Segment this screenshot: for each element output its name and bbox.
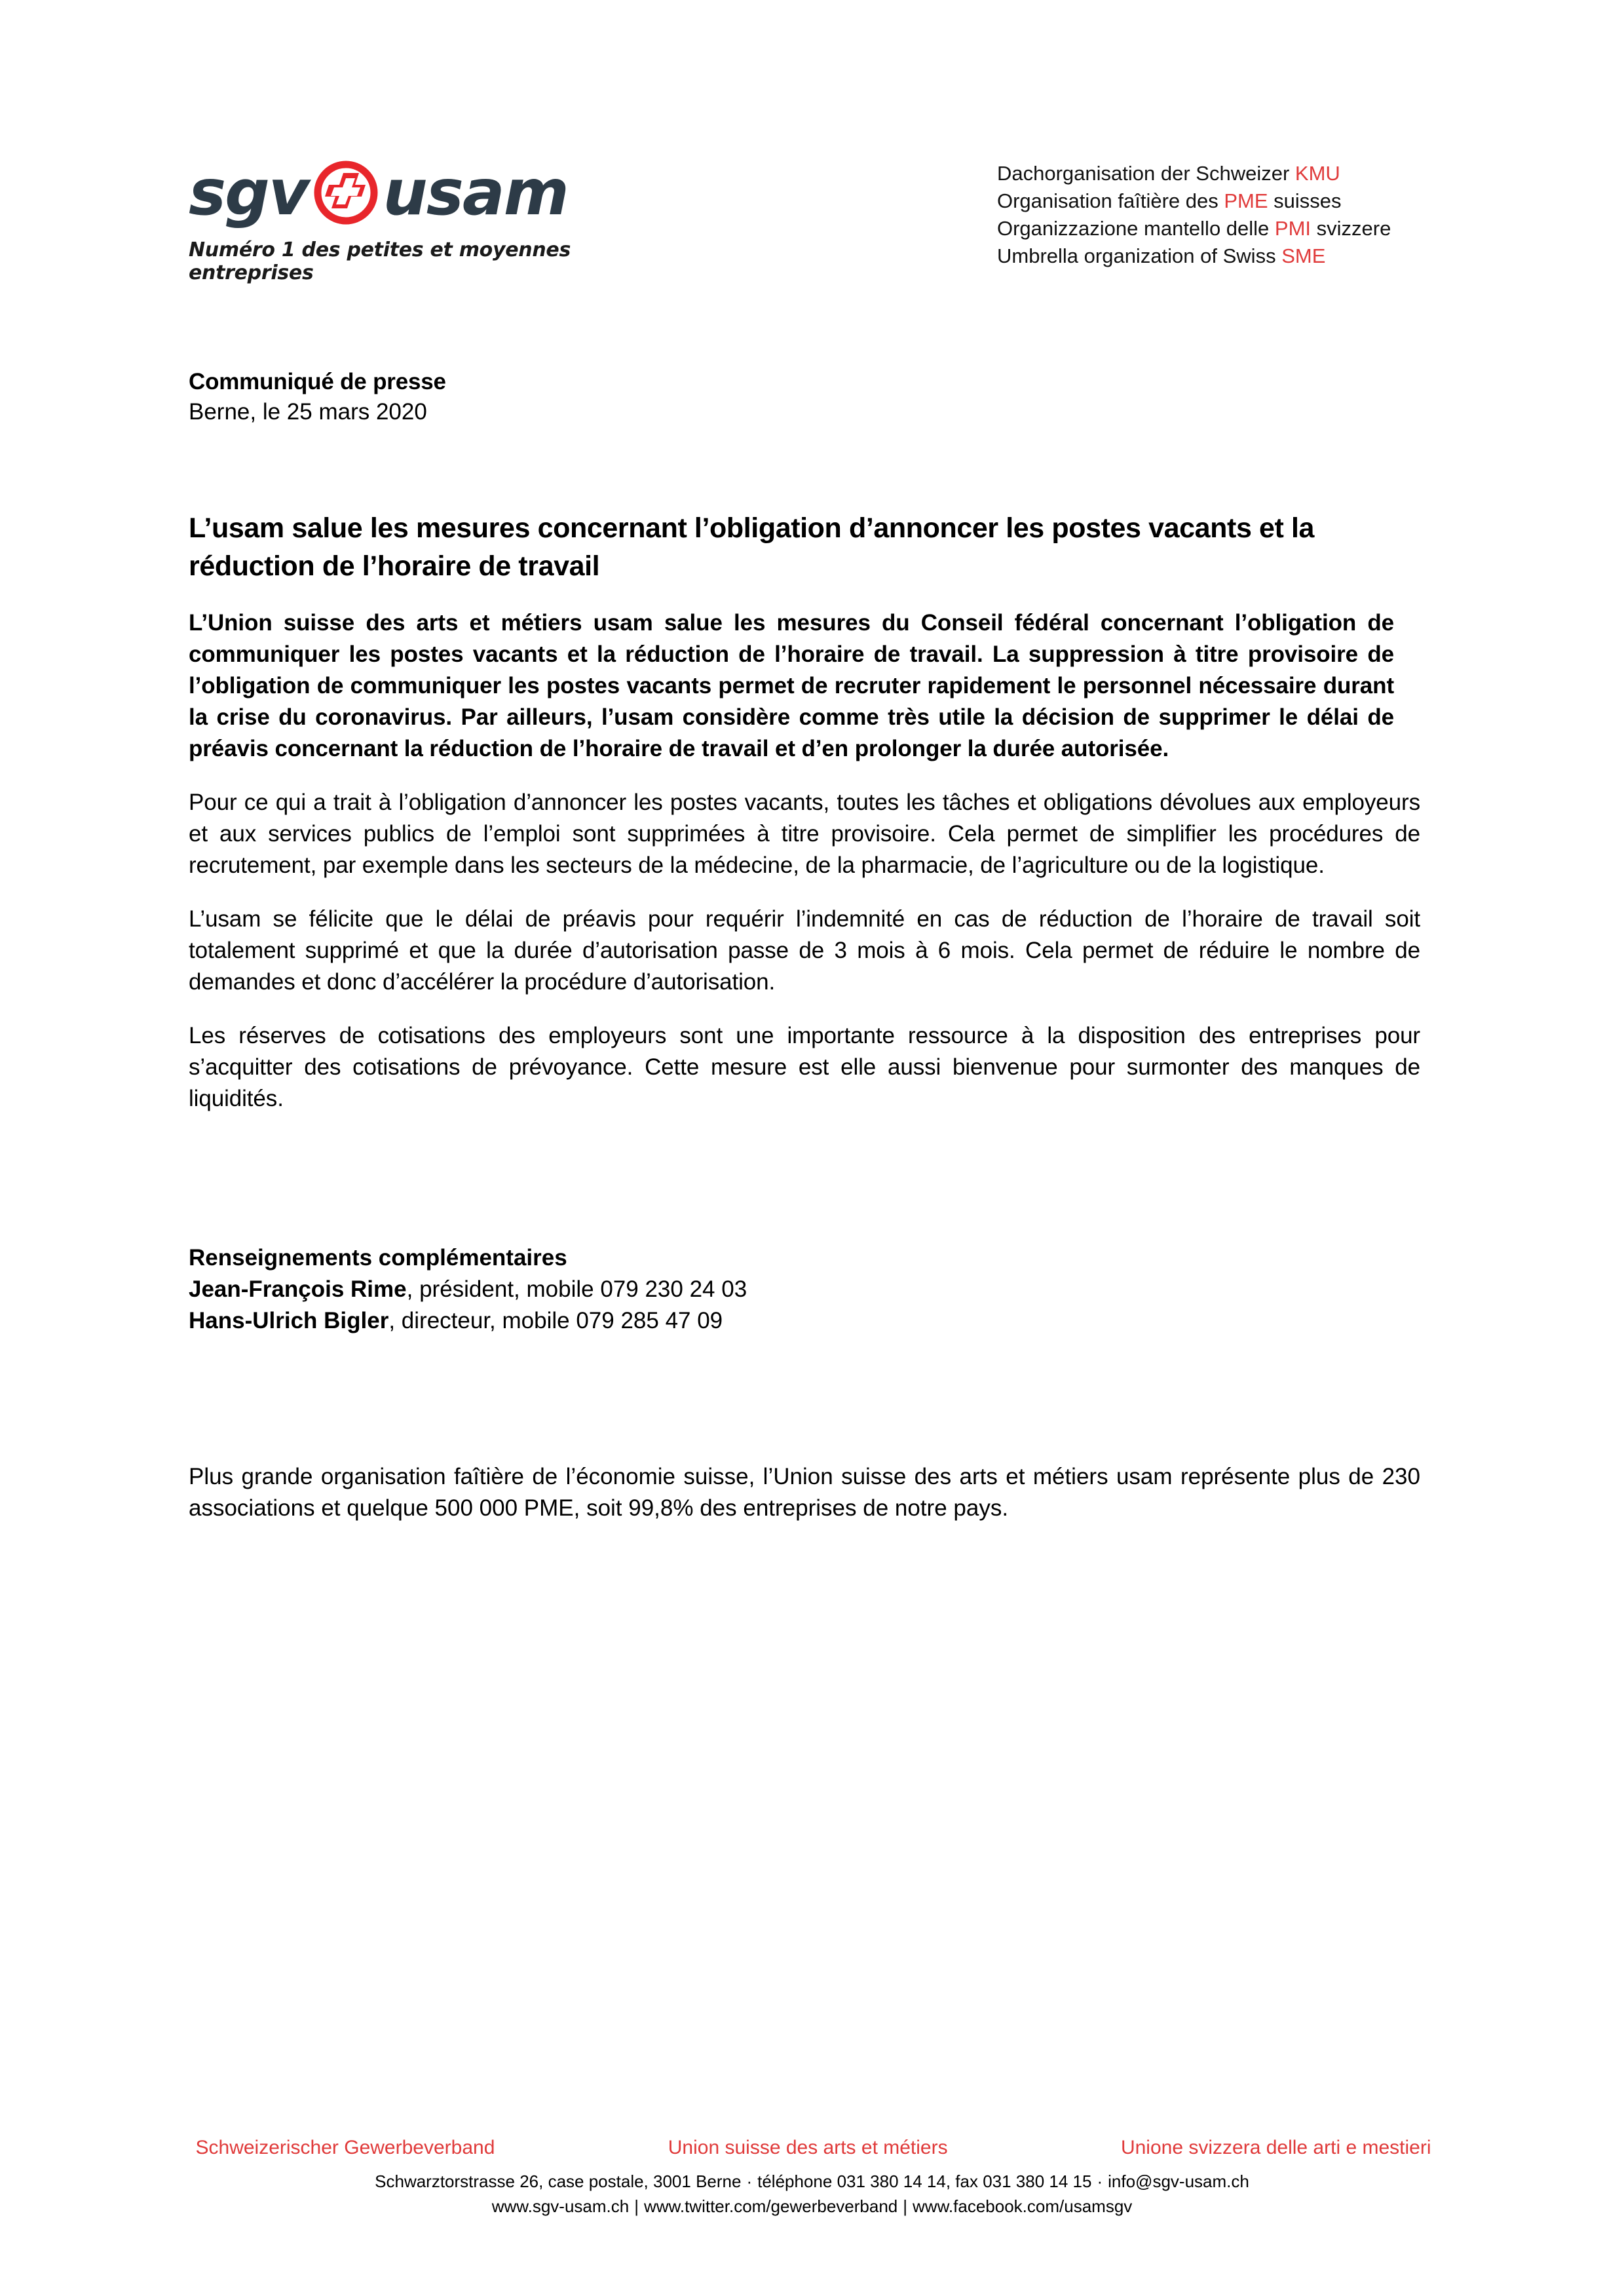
contact-role-director: , directeur, mobile 079 285 47 09: [388, 1308, 723, 1333]
footer-phone: téléphone 031 380 14 14, fax 031 380 14 15: [757, 2172, 1092, 2191]
footer-org-fr: Union suisse des arts et métiers: [668, 2137, 948, 2158]
descriptor-de-accent: KMU: [1294, 162, 1340, 185]
contact-name-president: Jean-François Rime: [189, 1276, 407, 1302]
descriptor-line-fr: [997, 187, 1391, 215]
footer-web-line: [0, 2194, 1624, 2219]
footer-website-link[interactable]: www.sgv-usam.ch: [491, 2196, 630, 2216]
descriptor-fr-accent: PME: [1224, 189, 1268, 212]
contact-name-director: Hans-Ulrich Bigler: [189, 1308, 389, 1333]
logo-wordmark: [189, 156, 687, 229]
descriptor-en-before: Umbrella organization of Swiss: [997, 244, 1282, 267]
usam-logo: [189, 156, 687, 284]
descriptor-line-en: [997, 242, 1391, 270]
footer-org-it: Unione svizzera delle arti e mestieri: [1120, 2137, 1431, 2158]
document-kind-label: Communiqué de presse: [189, 369, 446, 394]
footer-email-link[interactable]: info@sgv-usam.ch: [1108, 2172, 1249, 2191]
footer-pipe-2: |: [903, 2196, 908, 2216]
document-footer: [0, 2135, 1624, 2219]
contacts-section: [189, 1242, 1433, 1337]
descriptor-line-de: [997, 160, 1391, 187]
body-paragraph-1: Pour ce qui a trait à l’obligation d’annoncer les postes vacants, toutes les tâches et obligations dévolues aux employeurs et aux services publics de l’emploi sont supprimées à titre provisoire. Cela permet de simplifier les procédures de recrutement, par exemple dans les secteurs de la médecine, de la pharmacie, de l’agriculture ou de la logistique.: [189, 790, 1420, 878]
footer-organisation-names: [193, 2135, 1431, 2161]
footer-separator-1: ·: [746, 2172, 753, 2191]
lead-paragraph: L’Union suisse des arts et métiers usam salue les mesures du Conseil fédéral concernant l’obligation de communiquer les postes vacants et la réduction de l’horaire de travail. La suppression à titre provisoire de l’obligation de communiquer les postes vacants permet de recruter rapidement le personnel nécessaire durant la crise du coronavirus. Par ailleurs, l’usam considère comme très utile la décision de supprimer le délai de préavis concernant la réduction de l’horaire de travail et d’en prolonger la durée autorisée.: [189, 610, 1394, 761]
footer-separator-2: ·: [1097, 2172, 1103, 2191]
logo-word-usam: usam: [383, 156, 568, 229]
footer-twitter-link[interactable]: www.twitter.com/gewerbeverband: [643, 2196, 898, 2216]
footer-contact-details: [0, 2169, 1624, 2219]
footer-pipe-1: |: [634, 2196, 639, 2216]
descriptor-fr-after: suisses: [1268, 189, 1342, 212]
descriptor-it-accent: PMI: [1274, 217, 1312, 240]
page-title: L’usam salue les mesures concernant l’obligation d’annoncer les postes vacants et la réduction de l’horaire de travail: [189, 512, 1315, 582]
document-body: [189, 367, 1433, 1524]
dateline: Berne, le 25 mars 2020: [189, 399, 427, 425]
descriptor-en-accent: SME: [1281, 244, 1326, 267]
body-paragraph-2: L’usam se félicite que le délai de préavis pour requérir l’indemnité en cas de réduction de l’horaire de travail soit totalement supprimé et que la durée d’autorisation passe de 3 mois à 6 mois. Cela permet de réduire le nombre de demandes et donc d’accélérer la procédure d’autorisation.: [189, 906, 1420, 995]
boilerplate-paragraph: Plus grande organisation faîtière de l’économie suisse, l’Union suisse des arts et métiers usam représente plus de 230 associations et quelque 500 000 PME, soit 99,8% des entreprises de notre pays.: [189, 1464, 1420, 1521]
body-paragraph-3: Les réserves de cotisations des employeurs sont une importante ressource à la disposition des entreprises pour s’acquitter des cotisations de prévoyance. Cette mesure est elle aussi bienvenue pour surmonter des manques de liquidités.: [189, 1023, 1420, 1111]
logo-word-sgv: sgv: [189, 156, 309, 229]
contacts-heading: Renseignements complémentaires: [189, 1245, 567, 1271]
descriptor-it-before: Organizzazione mantello delle: [997, 217, 1275, 240]
contact-row-director: [189, 1305, 1433, 1337]
footer-address: Schwarztorstrasse 26, case postale, 3001 Berne: [375, 2172, 742, 2191]
logo-tagline: Numéro 1 des petites et moyennes entreprises: [189, 239, 571, 284]
descriptor-fr-before: Organisation faîtière des: [997, 189, 1224, 212]
usam-swiss-cross-emblem-icon: [312, 159, 380, 227]
footer-org-de: Schweizerischer Gewerbeverband: [195, 2137, 495, 2158]
footer-address-line: [0, 2169, 1624, 2194]
contact-row-president: [189, 1274, 1433, 1305]
multilingual-descriptor-block: [997, 160, 1391, 270]
footer-facebook-link[interactable]: www.facebook.com/usamsgv: [913, 2196, 1133, 2216]
descriptor-line-it: [997, 215, 1391, 242]
document-header: [0, 0, 1624, 308]
descriptor-it-after: svizzere: [1311, 217, 1391, 240]
contact-role-president: , président, mobile 079 230 24 03: [406, 1276, 747, 1302]
descriptor-de-before: Dachorganisation der Schweizer: [997, 162, 1295, 185]
